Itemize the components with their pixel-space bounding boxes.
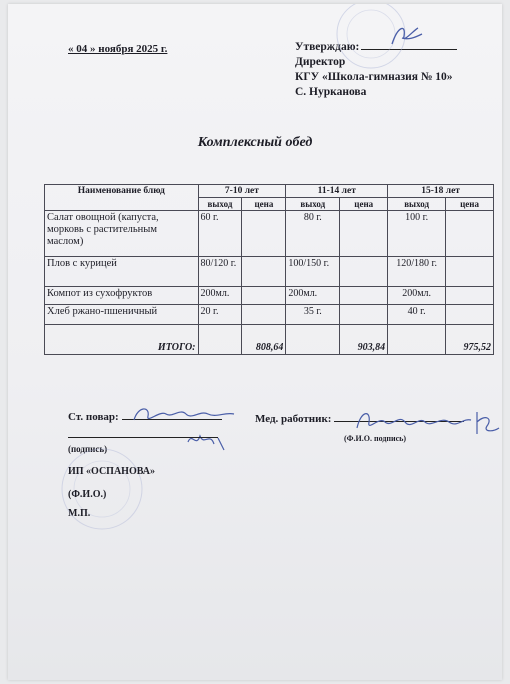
cell-portion: 100 г. — [388, 211, 446, 257]
cell-price — [340, 211, 388, 257]
fio-caption: (Ф.И.О.) — [68, 489, 107, 500]
cell-portion: 80/120 г. — [198, 257, 242, 287]
total-row — [45, 325, 494, 355]
table-row — [45, 287, 494, 305]
ip-name: ИП «ОСПАНОВА» — [68, 466, 155, 477]
cell-price — [242, 257, 286, 287]
total-value: 903,84 — [340, 325, 388, 355]
cell-portion: 80 г. — [286, 211, 340, 257]
organization-name: КГУ «Школа-гимназия № 10» — [295, 71, 453, 83]
sub-header: выход — [198, 198, 242, 211]
cell-price — [446, 211, 494, 257]
medic-label: Мед. работник: — [255, 413, 332, 425]
group-header: 15-18 лет — [388, 185, 494, 198]
dish-name: Хлеб ржано-пшеничный — [45, 305, 199, 325]
cell-portion: 40 г. — [388, 305, 446, 325]
cell-price — [242, 211, 286, 257]
cell-portion: 120/180 г. — [388, 257, 446, 287]
director-position: Директор — [295, 56, 346, 68]
table-row — [45, 257, 494, 287]
director-name: С. Нурканова — [295, 86, 367, 98]
cell-price — [446, 305, 494, 325]
cell-portion: 200мл. — [388, 287, 446, 305]
total-value: 808,64 — [242, 325, 286, 355]
cell-price — [340, 257, 388, 287]
cell-portion: 200мл. — [286, 287, 340, 305]
cell-price — [242, 305, 286, 325]
cook-caption: (подпись) — [68, 444, 108, 454]
group-header: 7-10 лет — [198, 185, 286, 198]
group-header: 11-14 лет — [286, 185, 388, 198]
dish-name: Компот из сухофруктов — [45, 287, 199, 305]
sub-header: цена — [340, 198, 388, 211]
cell-portion: 100/150 г. — [286, 257, 340, 287]
table-header-row — [45, 185, 494, 198]
menu-table — [44, 184, 494, 355]
dish-name: Плов с курицей — [45, 257, 199, 287]
stamp-place: М.П. — [68, 508, 91, 519]
document-date: « 04 » ноября 2025 г. — [68, 43, 168, 55]
total-empty — [198, 325, 242, 355]
total-label: ИТОГО: — [45, 325, 199, 355]
sub-header: цена — [446, 198, 494, 211]
cook-underline — [68, 437, 218, 438]
total-value: 975,52 — [446, 325, 494, 355]
cell-price — [340, 287, 388, 305]
table-row — [45, 305, 494, 325]
cell-price — [446, 287, 494, 305]
approve-label: Утверждаю: — [295, 41, 360, 53]
director-signature — [388, 22, 428, 52]
document-page — [8, 4, 502, 680]
dish-name: Салат овощной (капуста, морковь с растительным маслом) — [45, 211, 199, 257]
sub-header: выход — [286, 198, 340, 211]
table-row — [45, 211, 494, 257]
cell-portion: 60 г. — [198, 211, 242, 257]
cell-price — [242, 287, 286, 305]
cell-price — [446, 257, 494, 287]
cell-portion: 200мл. — [198, 287, 242, 305]
cell-price — [340, 305, 388, 325]
medic-caption: (Ф.И.О. подпись) — [344, 434, 407, 443]
cell-portion: 35 г. — [286, 305, 340, 325]
cook-label: Ст. повар: — [68, 411, 119, 423]
total-empty — [388, 325, 446, 355]
document-title: Комплексный обед — [197, 135, 313, 150]
cell-portion: 20 г. — [198, 305, 242, 325]
sub-header: цена — [242, 198, 286, 211]
sub-header: выход — [388, 198, 446, 211]
col-dish-name: Наименование блюд — [45, 185, 199, 211]
total-empty — [286, 325, 340, 355]
